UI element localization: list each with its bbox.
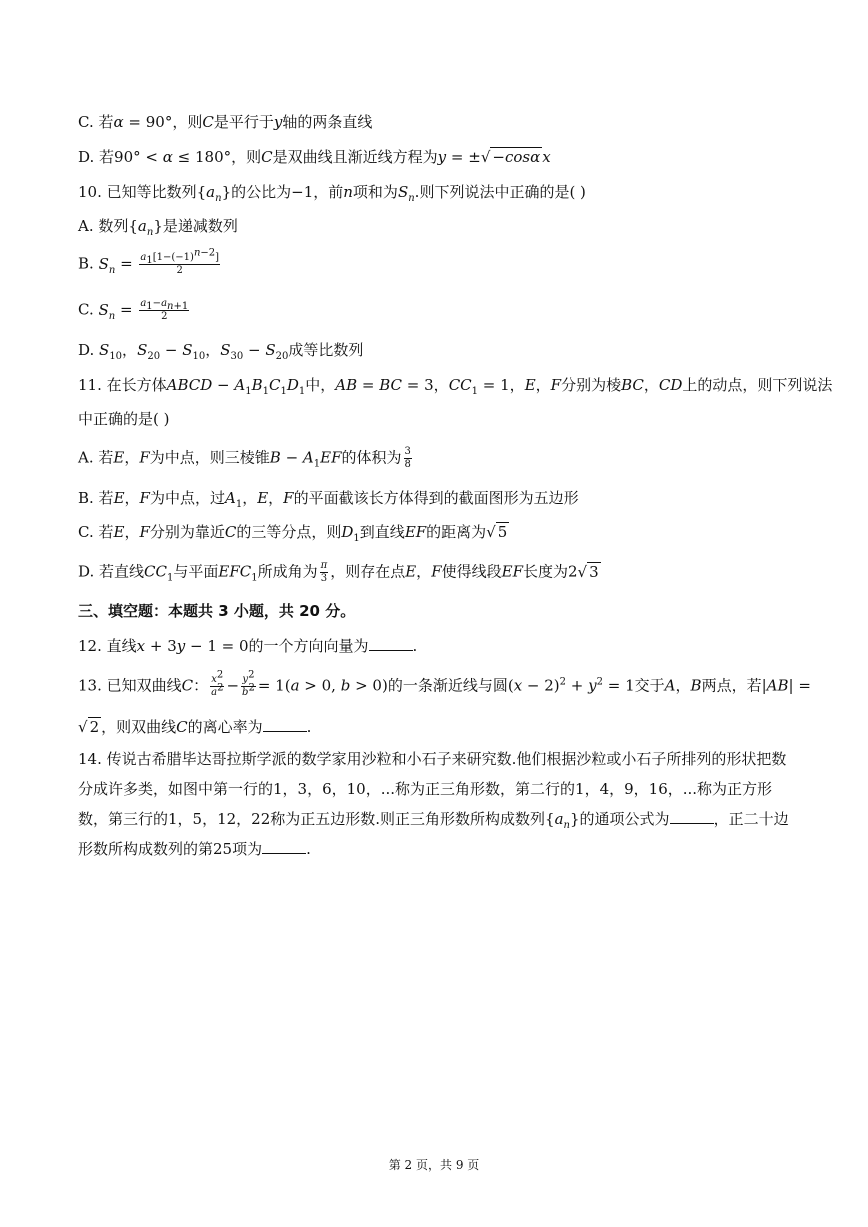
answer-blank[interactable] bbox=[670, 809, 714, 824]
question-10: 10. 已知等比数列$\{a_n\}$的公比为−1，前n项和为$S_n$.则下列说法中正确的是( ) bbox=[78, 183, 586, 204]
option-11d: D. 若直线$CC_1$与平面$EFC_1$所成角为 $\frac{\pi}{3}$ ，则存在点E，F使得线段EF长度为2√ 3 bbox=[78, 560, 599, 584]
question-13-line2: √ 2 ，则双曲线C的离心率为 . bbox=[78, 718, 312, 736]
answer-blank[interactable] bbox=[369, 636, 413, 651]
option-9d: D. 若90° < α ≤ 180°，则C是双曲线且渐近线方程为y = ±√ −cosα x bbox=[78, 148, 551, 166]
question-11-line2: 中正确的是( ) bbox=[78, 410, 170, 428]
option-10d: D. $S_{10}$，$S_{20} - S_{10}$，$S_{30} - S_{20}$成等比数列 bbox=[78, 341, 364, 362]
option-10a: A. 数列$\{a_n\}$是递减数列 bbox=[78, 217, 238, 238]
answer-blank[interactable] bbox=[262, 839, 306, 854]
option-9c: C. 若α = 90°，则C是平行于y轴的两条直线 bbox=[78, 113, 373, 131]
option-10c: C. $S_n$ = $\frac{a_1-a_{n+1}}{2}$ bbox=[78, 298, 189, 322]
section-3-heading: 三、填空题：本题共 3 小题，共 20 分。 bbox=[78, 602, 356, 620]
question-14: 14. 传说古希腊毕达哥拉斯学派的数学家用沙粒和小石子来研究数.他们根据沙粒或小石子所排列的形状把数分成许多类，如图中第一行的1，3，6，10，...称为正三角形数，第二行的1，4，9，16，...称为正方形数，第三行的1，5，12，22称为正五边形数.则正三角形数所构成数列$\{a_n\}$的通项公式为 ，正二十边形数所构成数列的第25项为 . bbox=[78, 750, 789, 858]
option-10b: B. $S_n$ = $\frac{a_1[1-(-1)^{n-2}]}{2}$ bbox=[78, 247, 220, 276]
question-11-line1: 11. 在长方体ABCD − $A_1B_1C_1D_1$中，AB = BC = 3，$CC_1 = 1$，E，F分别为棱BC，CD上的动点，则下列说法 bbox=[78, 376, 833, 397]
option-11b: B. 若E，F为中点，过$A_1$，E，F的平面截该长方体得到的截面图形为五边形 bbox=[78, 489, 579, 510]
answer-blank[interactable] bbox=[263, 717, 307, 732]
question-13-line1: 13. 已知双曲线C： $\frac{x^2}{a^2}$ − $\frac{y^2}{b^2}$ = 1(a > 0, b > 0)的一条渐近线与圆$(x - 2)^2 + y^2 = 1$交于A，B两点，若|AB| = bbox=[78, 669, 811, 698]
page-footer: 第 2 页，共 9 页 bbox=[388, 1158, 480, 1172]
option-11a: A. 若E，F为中点，则三棱锥$B - A_1EF$的体积为 $\frac{3}{8}$ bbox=[78, 446, 411, 470]
option-11c: C. 若E，F分别为靠近C的三等分点，则$D_1$到直线EF的距离为√ 5 bbox=[78, 523, 508, 544]
question-12: 12. 直线x + 3y − 1 = 0的一个方向向量为 . bbox=[78, 637, 418, 655]
